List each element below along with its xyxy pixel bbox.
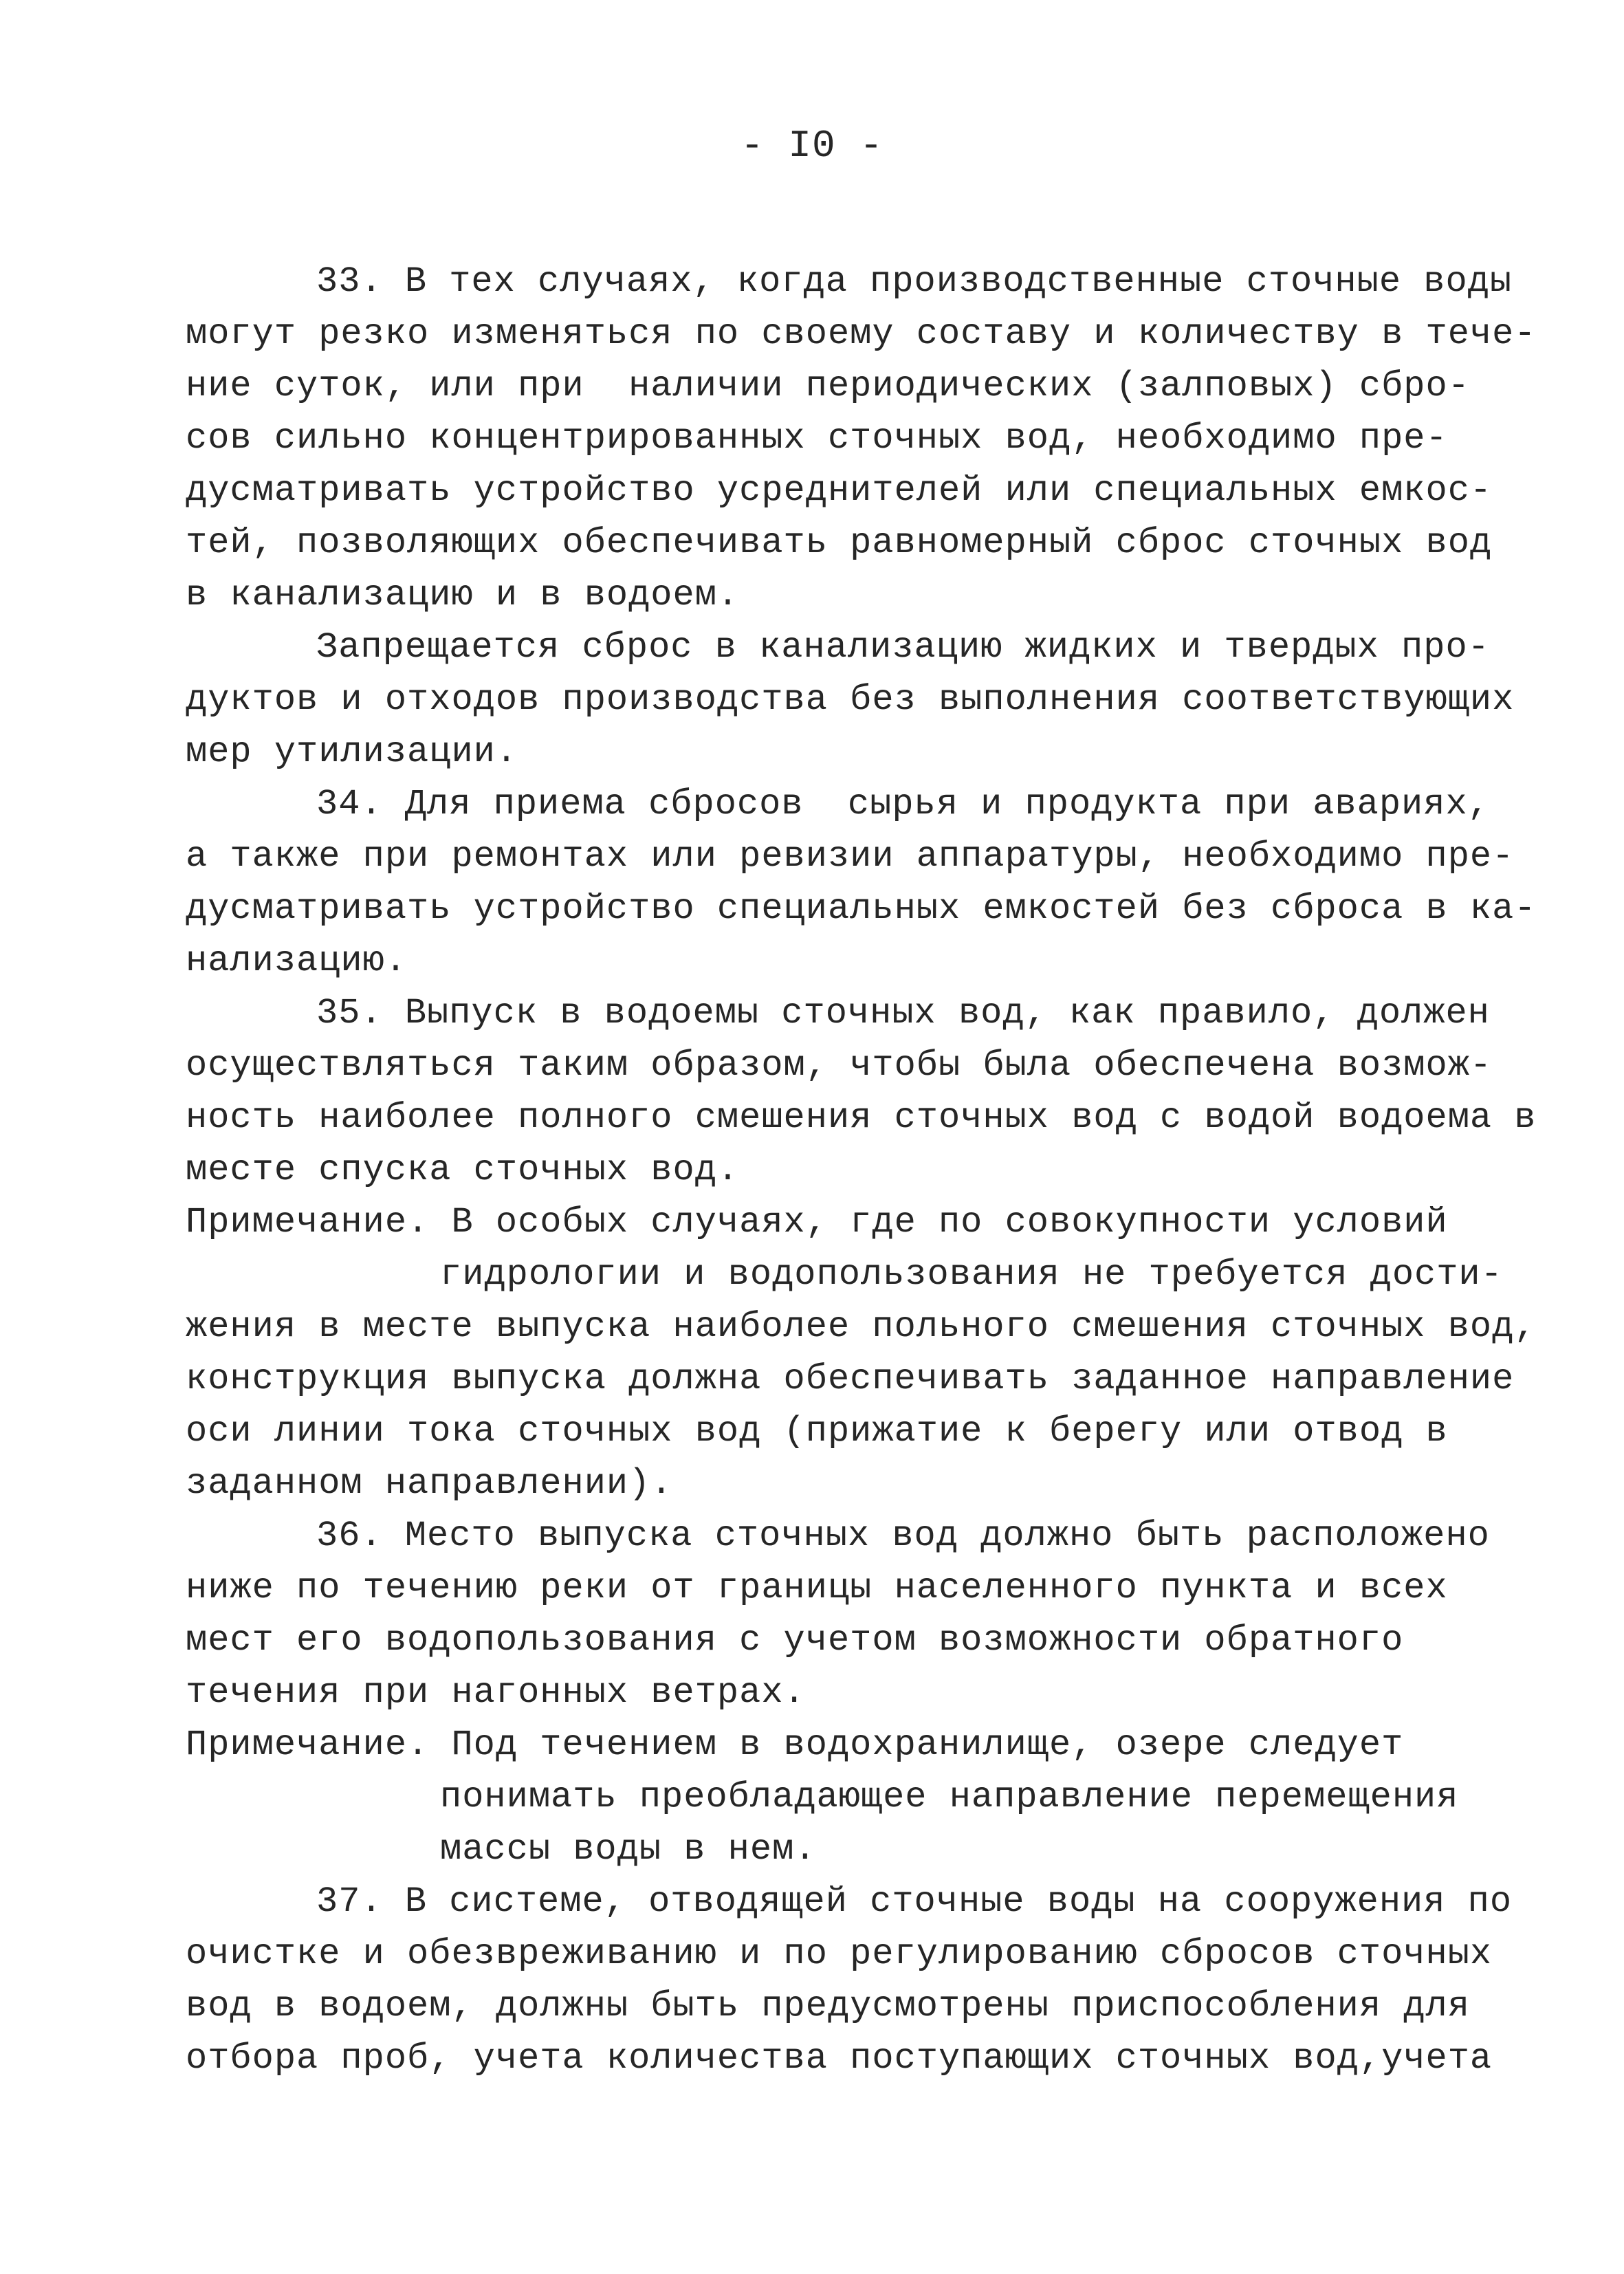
text-line: осуществляться таким образом, чтобы была обеспечена возмож-	[186, 1045, 1493, 1086]
note-line: заданном направлении).	[186, 1463, 673, 1504]
page-number: - I0 -	[740, 124, 884, 168]
note-line: понимать преобладающее направление перемещения	[440, 1777, 1459, 1817]
text-line: 33. В тех случаях, когда производственные сточные воды	[316, 261, 1513, 302]
text-line: месте спуска сточных вод.	[186, 1150, 740, 1190]
text-line: дусматривать устройство усреднителей или специальных емкос-	[186, 470, 1493, 511]
text-line: дусматривать устройство специальных емкостей без сброса в ка-	[186, 888, 1537, 929]
text-line: отбора проб, учета количества поступающих сточных вод,учета	[186, 2038, 1493, 2079]
text-line: 36. Место выпуска сточных вод должно быть расположено	[316, 1516, 1490, 1556]
text-line: вод в водоем, должны быть предусмотрены приспособления для	[186, 1986, 1470, 2026]
text-line: ность наиболее полного смешения сточных вод с водой водоема в	[186, 1097, 1537, 1138]
text-line: нализацию.	[186, 941, 408, 981]
text-line: 37. В системе, отводящей сточные воды на сооружения по	[316, 1881, 1513, 1922]
text-line: течения при нагонных ветрах.	[186, 1672, 806, 1713]
note-line: гидрологии и водопользования не требуется дости-	[440, 1254, 1503, 1295]
text-line: дуктов и отходов производства без выполнения соответствующих	[186, 679, 1515, 720]
note-line: Примечание. Под течением в водохранилище, озере следует	[186, 1725, 1404, 1765]
text-line: сов сильно концентрированных сточных вод, необходимо пре-	[186, 418, 1448, 459]
text-line: очистке и обезвреживанию и по регулированию сбросов сточных	[186, 1934, 1493, 1974]
text-line: тей, позволяющих обеспечивать равномерный сброс сточных вод	[186, 523, 1493, 563]
note-line: массы воды в нем.	[440, 1829, 817, 1870]
text-line: мер утилизации.	[186, 732, 518, 772]
text-line: Запрещается сброс в канализацию жидких и твердых про-	[316, 627, 1490, 668]
note-line: конструкция выпуска должна обеспечивать заданное направление	[186, 1359, 1515, 1399]
text-line: а также при ремонтах или ревизии аппаратуры, необходимо пре-	[186, 836, 1515, 877]
text-line: мест его водопользования с учетом возможности обратного	[186, 1620, 1404, 1661]
note-line: жения в месте выпуска наиболее польного смешения сточных вод,	[186, 1307, 1537, 1347]
text-line: 35. Выпуск в водоемы сточных вод, как правило, должен	[316, 993, 1490, 1034]
text-line: в канализацию и в водоем.	[186, 575, 740, 615]
text-line: ниже по течению реки от границы населенного пункта и всех	[186, 1568, 1448, 1608]
note-line: оси линии тока сточных вод (прижатие к берегу или отвод в	[186, 1411, 1448, 1452]
note-line: Примечание. В особых случаях, где по совокупности условий	[186, 1202, 1448, 1243]
text-line: ние суток, или при наличии периодических (залповых) сбро-	[186, 366, 1470, 406]
text-line: 34. Для приема сбросов сырья и продукта при авариях,	[316, 784, 1490, 824]
text-line: могут резко изменяться по своему составу и количеству в тече-	[186, 314, 1537, 354]
